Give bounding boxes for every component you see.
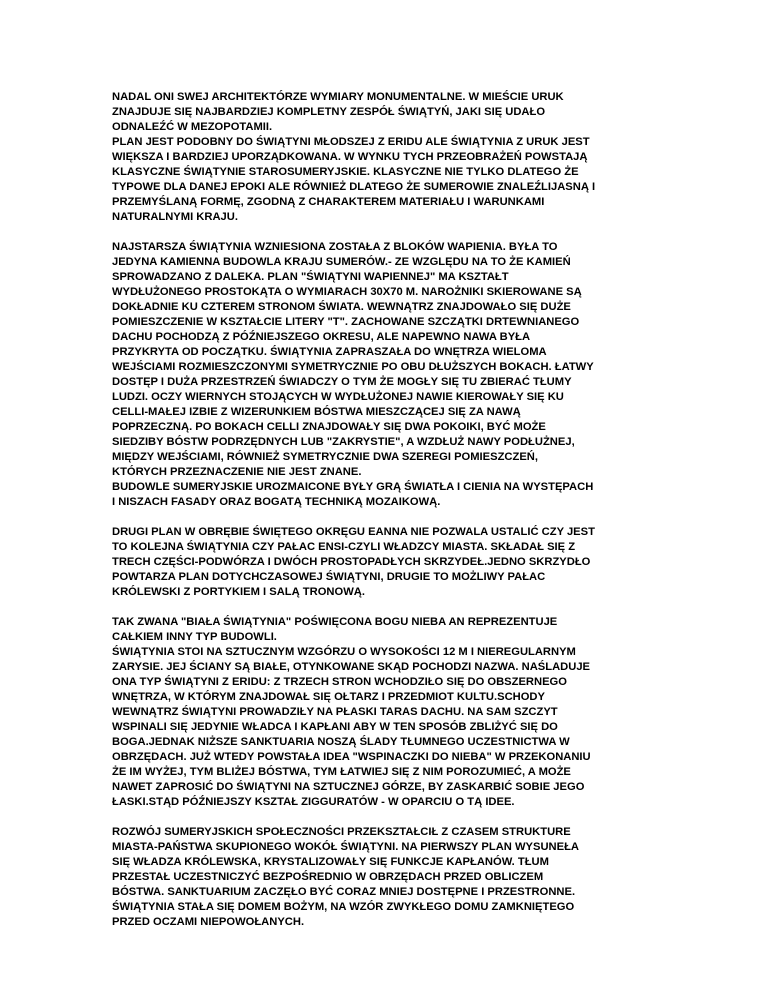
text-line: CAŁKIEM INNY TYP BUDOWLI. — [112, 631, 277, 643]
text-block-3 — [112, 525, 632, 600]
text-line: DRUGI PLAN W OBRĘBIE ŚWIĘTEGO OKRĘGU EANNA NIE POZWALA USTALIĆ CZY JEST — [112, 526, 595, 538]
paragraph-artificial-hill — [112, 645, 632, 810]
text-line: NAJSTARSZA ŚWIĄTYNIA WZNIESIONA ZOSTAŁA Z BLOKÓW WAPIENIA. BYŁA TO — [112, 241, 558, 253]
text-line: WNĘTRZA, W KTÓRYM ZNAJDOWAŁ SIĘ OŁTARZ I PRZEDMIOT KULTU.SCHODY — [112, 691, 545, 703]
text-line: WEWNĄTRZ ŚWIĄTYNI PROWADZIŁY NA PŁASKI TARAS DACHU. NA SAM SZCZYT — [112, 706, 558, 718]
text-line: OBRZĘDACH. JUŻ WTEDY POWSTAŁA IDEA "WSPINACZKI DO NIEBA" W PRZEKONANIU — [112, 751, 591, 763]
text-line: LUDZI. OCZY WIERNYCH STOJĄCYCH W WYDŁUŻONEJ NAWIE KIEROWAŁY SIĘ KU — [112, 391, 564, 403]
text-line: CELLI-MAŁEJ IZBIE Z WIZERUNKIEM BÓSTWA MIESZCZĄCEJ SIĘ ZA NAWĄ — [112, 406, 521, 418]
paragraph-oldest-temple — [112, 240, 632, 480]
paragraph-second-plan — [112, 525, 632, 600]
text-line: ROZWÓJ SUMERYJSKICH SPOŁECZNOŚCI PRZEKSZTAŁCIŁ Z CZASEM STRUKTURE — [112, 826, 571, 838]
text-line: ŻE IM WYŻEJ, TYM BLIŻEJ BÓSTWA, TYM ŁATWIEJ SIĘ Z NIM POROZUMIEĆ, A MOŻE — [112, 766, 571, 778]
paragraph-buildings — [112, 480, 632, 510]
text-line: ODNALEŹĆ W MEZOPOTAMII. — [112, 121, 273, 133]
text-line: PRZED OCZAMI NIEPOWOŁANYCH. — [112, 916, 305, 928]
text-line: PRZEMYŚLANĄ FORMĘ, ZGODNĄ Z CHARAKTEREM MATERIAŁU I WARUNKAMI — [112, 196, 545, 208]
text-line: ŚWIĄTYNIA STOI NA SZTUCZNYM WZGÓRZU O WYSOKOŚCI 12 M I NIEREGULARNYM — [112, 646, 576, 658]
text-line: ZARYSIE. JEJ ŚCIANY SĄ BIAŁE, OTYNKOWANE SKĄD POCHODZI NAZWA. NAŚLADUJE — [112, 661, 591, 673]
text-line: ONA TYP ŚWIĄTYNI Z ERIDU: Z TRZECH STRON WCHODZIŁO SIĘ DO OBSZERNEGO — [112, 676, 567, 688]
text-line: ŁASKI.STĄD PÓŹNIEJSZY KSZTAŁ ZIGGURATÓW - W OPARCIU O TĄ IDEE. — [112, 796, 515, 808]
text-line: NADAL ONI SWEJ ARCHITEKTÓRZE WYMIARY MONUMENTALNE. W MIEŚCIE URUK — [112, 91, 564, 103]
text-line: KTÓRYCH PRZEZNACZENIE NIE JEST ZNANE. — [112, 466, 362, 478]
text-line: DOSTĘP I DUŻA PRZESTRZEŃ ŚWIADCZY O TYM ŻE MOGŁY SIĘ TU ZBIERAĆ TŁUMY — [112, 376, 572, 388]
text-line: MIASTA-PAŃSTWA SKUPIONEGO WOKÓŁ ŚWIĄTYNI. NA PIERWSZY PLAN WYSUNEŁA — [112, 841, 579, 853]
text-line: SPROWADZANO Z DALEKA. PLAN "ŚWIĄTYNI WAPIENNEJ" MA KSZTAŁT — [112, 271, 509, 283]
text-block-1 — [112, 90, 632, 225]
text-line: PLAN JEST PODOBNY DO ŚWIĄTYNI MŁODSZEJ Z ERIDU ALE ŚWIĄTYNIA Z URUK JEST — [112, 136, 590, 148]
document-page — [112, 90, 632, 945]
text-line: SIĘ WŁADZA KRÓLEWSKA, KRYSTALIZOWAŁY SIĘ FUNKCJE KAPŁANÓW. TŁUM — [112, 856, 549, 868]
text-line: DOKŁADNIE KU CZTEREM STRONOM ŚWIATA. WEWNĄTRZ ZNAJDOWAŁO SIĘ DUŻE — [112, 301, 571, 313]
text-line: PRZYKRYTA OD POCZĄTKU. ŚWIĄTYNIA ZAPRASZAŁA DO WNĘTRZA WIELOMA — [112, 346, 547, 358]
text-block-2 — [112, 240, 632, 510]
text-line: SIEDZIBY BÓSTW PODRZĘDNYCH LUB "ZAKRYSTIE", A WZDŁUŻ NAWY PODŁUŻNEJ, — [112, 436, 575, 448]
paragraph-plan — [112, 135, 632, 225]
text-line: PRZESTAŁ UCZESTNICZYĆ BEZPOŚREDNIO W OBRZĘDACH PRZED OBLICZEM — [112, 871, 544, 883]
text-line: TRECH CZĘŚCI-PODWÓRZA I DWÓCH PROSTOPADŁYCH SKRZYDEŁ.JEDNO SKRZYDŁO — [112, 556, 591, 568]
text-line: TAK ZWANA "BIAŁA ŚWIĄTYNIA" POŚWIĘCONA BOGU NIEBA AN REPREZENTUJE — [112, 616, 558, 628]
paragraph-white-temple — [112, 615, 632, 645]
text-line: NATURALNYMI KRAJU. — [112, 211, 238, 223]
paragraph-development — [112, 825, 632, 930]
text-line: JEDYNA KAMIENNA BUDOWLA KRAJU SUMERÓW.- ZE WZGLĘDU NA TO ŻE KAMIEŃ — [112, 256, 571, 268]
text-line: KLASYCZNE ŚWIĄTYNIE STAROSUMERYJSKIE. KLASYCZNE NIE TYLKO DLATEGO ŻE — [112, 166, 579, 178]
text-line: DACHU POCHODZĄ Z PÓŹNIEJSZEGO OKRESU, ALE NAPEWNO NAWA BYŁA — [112, 331, 531, 343]
text-line: NAWET ZAPROSIĆ DO ŚWIĄTYNI NA SZTUCZNEJ GÓRZE, BY ZASKARBIĆ SOBIE JEGO — [112, 781, 585, 793]
text-block-5 — [112, 825, 632, 930]
text-line: POMIESZCZENIE W KSZTAŁCIE LITERY "T". ZACHOWANE SZCZĄTKI DRTEWNIANEGO — [112, 316, 580, 328]
text-block-4 — [112, 615, 632, 810]
text-line: TO KOLEJNA ŚWIĄTYNIA CZY PAŁAC ENSI-CZYLI WŁADZCY MIASTA. SKŁADAŁ SIĘ Z — [112, 541, 576, 553]
text-line: POWTARZA PLAN DOTYCHCZASOWEJ ŚWIĄTYNI, DRUGIE TO MOŻLIWY PAŁAC — [112, 571, 546, 583]
text-line: ZNAJDUJE SIĘ NAJBARDZIEJ KOMPLETNY ZESPÓŁ ŚWIĄTYŃ, JAKI SIĘ UDAŁO — [112, 106, 546, 118]
text-line: BUDOWLE SUMERYJSKIE UROZMAICONE BYŁY GRĄ ŚWIATŁA I CIENIA NA WYSTĘPACH — [112, 481, 594, 493]
text-line: ŚWIĄTYNIA STAŁA SIĘ DOMEM BOŻYM, NA WZÓR ZWYKŁEGO DOMU ZAMKNIĘTEGO — [112, 901, 575, 913]
paragraph-intro — [112, 90, 632, 135]
text-line: POPRZECZNĄ. PO BOKACH CELLI ZNAJDOWAŁY SIĘ DWA POKOIKI, BYĆ MOŻE — [112, 421, 546, 433]
text-line: BÓSTWA. SANKTUARIUM ZACZĘŁO BYĆ CORAZ MNIEJ DOSTĘPNE I PRZESTRONNE. — [112, 886, 576, 898]
text-line: MIĘDZY WEJŚCIAMI, RÓWNIEŻ SYMETRYCZNIE DWA SZEREGI POMIESZCZEŃ, — [112, 451, 538, 463]
text-line: WIĘKSZA I BARDZIEJ UPORZĄDKOWANA. W WYNKU TYCH PRZEOBRAŻEŃ POWSTAJĄ — [112, 151, 588, 163]
text-line: WEJŚCIAMI ROZMIESZCZONYMI SYMETRYCZNIE PO OBU DŁUŻSZYCH BOKACH. ŁATWY — [112, 361, 594, 373]
text-line: WSPINALI SIĘ JEDYNIE WŁADCA I KAPŁANI ABY W TEN SPOSÓB ZBLIŻYĆ SIĘ DO — [112, 721, 558, 733]
text-line: I NISZACH FASADY ORAZ BOGATĄ TECHNIKĄ MOZAIKOWĄ. — [112, 496, 441, 508]
text-line: BOGA.JEDNAK NIŻSZE SANKTUARIA NOSZĄ ŚLADY TŁUMNEGO UCZESTNICTWA W — [112, 736, 570, 748]
text-line: TYPOWE DLA DANEJ EPOKI ALE RÓWNIEŻ DLATEGO ŻE SUMEROWIE ZNALEŹLIJASNĄ I — [112, 181, 596, 193]
text-line: KRÓLEWSKI Z PORTYKIEM I SALĄ TRONOWĄ. — [112, 586, 365, 598]
text-line: WYDŁUŻONEGO PROSTOKĄTA O WYMIARACH 30X70 M. NAROŻNIKI SKIEROWANE SĄ — [112, 286, 582, 298]
